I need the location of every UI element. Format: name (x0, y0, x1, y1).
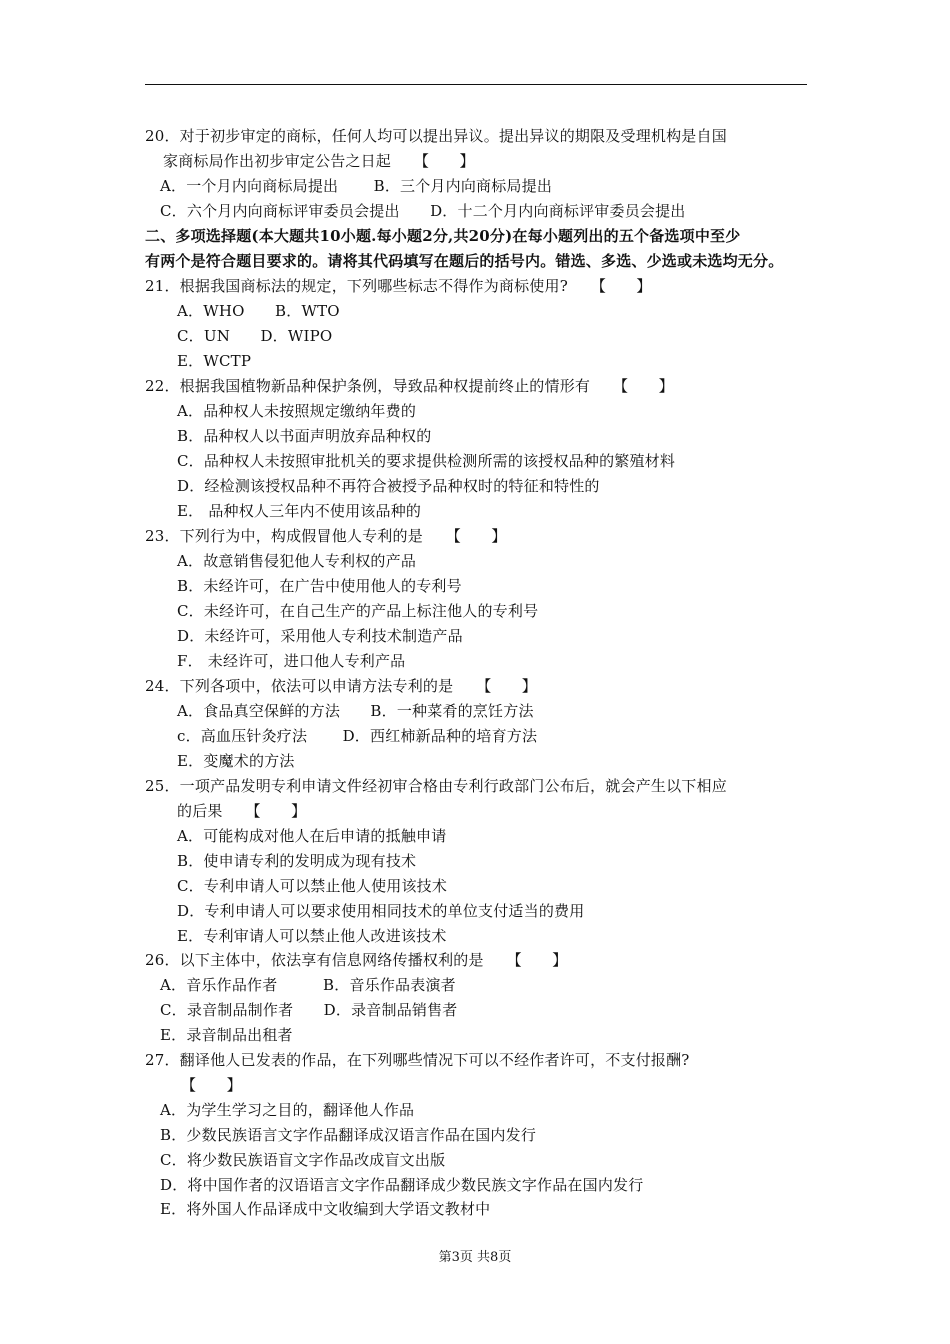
q20-options-cd: C．六个月内向商标评审委员会提出 D．十二个月内向商标评审委员会提出 (160, 202, 686, 220)
section2-heading-line2: 有两个是符合题目要求的。请将其代码填写在题后的括号内。错选、多选、少选或未选均无分。 (145, 252, 784, 270)
q27-option: D．将中国作者的汉语语言文字作品翻译成少数民族文字作品在国内发行 (160, 1176, 644, 1194)
header-rule (145, 84, 807, 85)
q24-option: c．高血压针灸疗法 D．西红柿新品种的培育方法 (177, 727, 538, 745)
q26-option: E．录音制品出租者 (160, 1026, 293, 1044)
q25-option: E．专利审请人可以禁止他人改进该技术 (177, 927, 447, 945)
q24-stem: 24．下列各项中，依法可以申请方法专利的是 【 】 (145, 677, 537, 695)
page-number-footer: 第3页 共8页 (438, 1250, 512, 1265)
section2-heading-line1: 二、多项选择题(本大题共10小题.每小题2分,共20分)在每小题列出的五个备选项中至少 (145, 227, 741, 245)
q21-option: A．WHO B．WTO (177, 302, 340, 320)
q27-option: C．将少数民族语盲文字作品改成盲文出版 (160, 1151, 446, 1169)
q21-stem: 21．根据我国商标法的规定，下列哪些标志不得作为商标使用? 【 】 (145, 277, 652, 295)
q22-option: C．品种权人未按照审批机关的要求提供检测所需的该授权品种的繁殖材料 (177, 452, 676, 470)
q24-option: A．食品真空保鲜的方法 B．一种菜肴的烹饪方法 (177, 702, 534, 720)
q20-options-ab: A．一个月内向商标局提出 B．三个月内向商标局提出 (160, 177, 553, 195)
q27-option: A．为学生学习之目的，翻译他人作品 (160, 1101, 415, 1119)
q20-stem-line1: 20．对于初步审定的商标，任何人均可以提出异议。提出异议的期限及受理机构是自国 (145, 127, 727, 145)
q25-option: D．专利申请人可以要求使用相同技术的单位支付适当的费用 (177, 902, 585, 920)
q23-stem: 23．下列行为中，构成假冒他人专利的是 【 】 (145, 527, 507, 545)
q26-option: A．音乐作品作者 B．音乐作品表演者 (160, 976, 456, 994)
q21-option: E．WCTP (177, 352, 252, 370)
q25-stem-line2: 的后果 【 】 (177, 802, 307, 820)
q20-stem-line2: 家商标局作出初步审定公告之日起 【 】 (163, 152, 475, 170)
q27-option: B．少数民族语言文字作品翻译成汉语言作品在国内发行 (160, 1126, 537, 1144)
q25-option: A．可能构成对他人在后申请的抵触申请 (177, 827, 447, 845)
q27-stem-line1: 27．翻译他人已发表的作品，在下列哪些情况下可以不经作者许可，不支付报酬? (145, 1051, 690, 1069)
q25-option: C．专利申请人可以禁止他人使用该技术 (177, 877, 448, 895)
q23-option: B．未经许可，在广告中使用他人的专利号 (177, 577, 462, 595)
q26-option: C．录音制品制作者 D．录音制品销售者 (160, 1001, 458, 1019)
q23-option: F． 未经许可，进口他人专利产品 (177, 652, 406, 670)
q23-option: D．未经许可，采用他人专利技术制造产品 (177, 627, 463, 645)
q25-stem-line1: 25．一项产品发明专利申请文件经初审合格由专利行政部门公布后，就会产生以下相应 (145, 777, 727, 795)
q24-option: E．变魔术的方法 (177, 752, 295, 770)
q21-option: C．UN D．WIPO (177, 327, 333, 345)
q25-option: B．使申请专利的发明成为现有技术 (177, 852, 417, 870)
q26-stem: 26．以下主体中，依法享有信息网络传播权利的是 【 】 (145, 951, 568, 969)
q27-option: E．将外国人作品译成中文收编到大学语文教材中 (160, 1200, 491, 1218)
q22-option: E． 品种权人三年内不使用该品种的 (177, 502, 422, 520)
q22-option: A．品种权人未按照规定缴纳年费的 (177, 402, 417, 420)
q23-option: C．未经许可，在自己生产的产品上标注他人的专利号 (177, 602, 539, 620)
q22-stem: 22．根据我国植物新品种保护条例，导致品种权提前终止的情形有 【 】 (145, 377, 674, 395)
q27-stem-line2: 【 】 (181, 1076, 242, 1094)
q23-option: A．故意销售侵犯他人专利权的产品 (177, 552, 417, 570)
q22-option: D．经检测该授权品种不再符合被授予品种权时的特征和特性的 (177, 477, 600, 495)
q22-option: B．品种权人以书面声明放弃品种权的 (177, 427, 432, 445)
